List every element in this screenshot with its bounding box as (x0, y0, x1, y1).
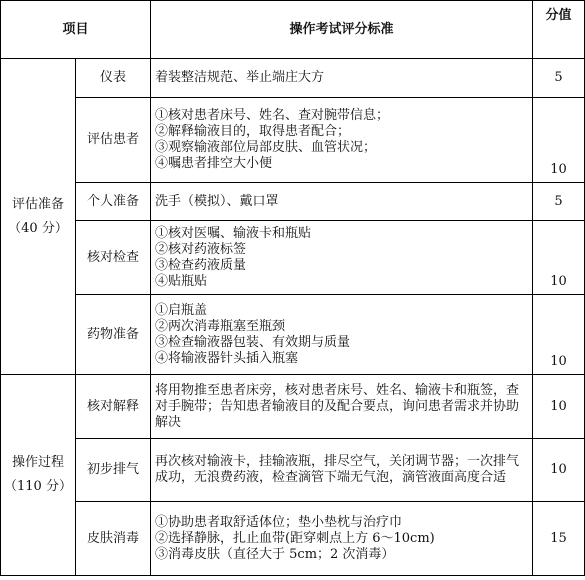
score-cell: 10 (533, 221, 585, 295)
category-cell (1, 375, 76, 576)
table-row (1, 439, 585, 502)
table-row (1, 183, 585, 221)
item-name: 初步排气 (76, 439, 151, 502)
standard-line: ②选择静脉，扎止血带(距穿刺点上方 6～10cm) (155, 530, 435, 546)
standard-text: 再次核对输液卡，挂输液瓶，排尽空气，关闭调节器；一次排气成功，无浪费药液，检查滴管下端无气泡，滴管液面高度合适 (155, 454, 520, 485)
header-standard: 操作考试评分标准 (151, 1, 533, 59)
standard-line: 洗手（模拟）、戴口罩 (155, 193, 279, 209)
standard-line: ②两次消毒瓶塞至瓶颈 (155, 318, 286, 334)
score-cell: 5 (533, 59, 585, 98)
category-name: 评估准备 (11, 196, 64, 212)
standard-line: ③检查药液质量 (155, 257, 247, 273)
table-row (1, 98, 585, 183)
standard-line: 着装整洁规范、举止端庄大方 (155, 70, 325, 85)
item-name: 核对检查 (76, 221, 151, 295)
table-row (1, 502, 585, 576)
standard-line: ③消毒皮肤（直径大于 5cm；2 次消毒） (155, 546, 395, 562)
standard-cell (151, 98, 533, 183)
score-cell: 15 (533, 502, 585, 576)
header-project: 项目 (1, 1, 151, 59)
standard-text: 将用物推至患者床旁，核对患者床号、姓名、输液卡和瓶签，查对手腕带；告知患者输液目的及配合要点，询问患者需求并协助解决 (155, 382, 520, 430)
standard-cell (151, 183, 533, 221)
table-row (1, 221, 585, 295)
item-name: 个人准备 (76, 183, 151, 221)
category-points: （40 分） (8, 220, 68, 236)
table-row (1, 295, 585, 375)
score-cell: 10 (533, 98, 585, 183)
item-name: 仪表 (76, 59, 151, 98)
standard-cell (151, 375, 533, 439)
item-name: 皮肤消毒 (76, 502, 151, 576)
standard-line: ③观察输液部位局部皮肤、血管状况； (155, 140, 377, 155)
standard-cell (151, 59, 533, 98)
category-points: （110 分） (4, 479, 72, 494)
table-header-row (1, 1, 585, 59)
standard-cell (151, 439, 533, 502)
standard-line: ①协助患者取舒适体位；垫小垫枕与治疗巾 (155, 514, 403, 530)
standard-cell (151, 502, 533, 576)
category-cell (1, 59, 76, 375)
standard-cell (151, 221, 533, 295)
table-row (1, 375, 585, 439)
item-name: 评估患者 (76, 98, 151, 183)
score-cell: 10 (533, 375, 585, 439)
score-cell: 10 (533, 295, 585, 375)
score-cell: 10 (533, 439, 585, 502)
header-score: 分值 (533, 1, 585, 59)
standard-line: ②解释输液目的，取得患者配合； (155, 124, 351, 139)
standard-cell (151, 295, 533, 375)
standard-line: ①启瓶盖 (155, 302, 208, 318)
score-cell: 5 (533, 183, 585, 221)
standard-line: ②核对药液标签 (155, 241, 247, 257)
table-row (1, 59, 585, 98)
standard-line: ④嘱患者排空大小便 (155, 156, 273, 171)
standard-line: ①核对患者床号、姓名、查对腕带信息； (155, 108, 390, 123)
item-name: 药物准备 (76, 295, 151, 375)
standard-line: ①核对医嘱、输液卡和瓶贴 (155, 225, 312, 241)
standard-line: ④贴瓶贴 (155, 273, 208, 289)
item-name: 核对解释 (76, 375, 151, 439)
standard-line: ③检查输液器包装、有效期与质量 (155, 334, 351, 350)
standard-line: ④将输液器针头插入瓶塞 (155, 350, 299, 366)
category-name: 操作过程 (11, 455, 64, 470)
